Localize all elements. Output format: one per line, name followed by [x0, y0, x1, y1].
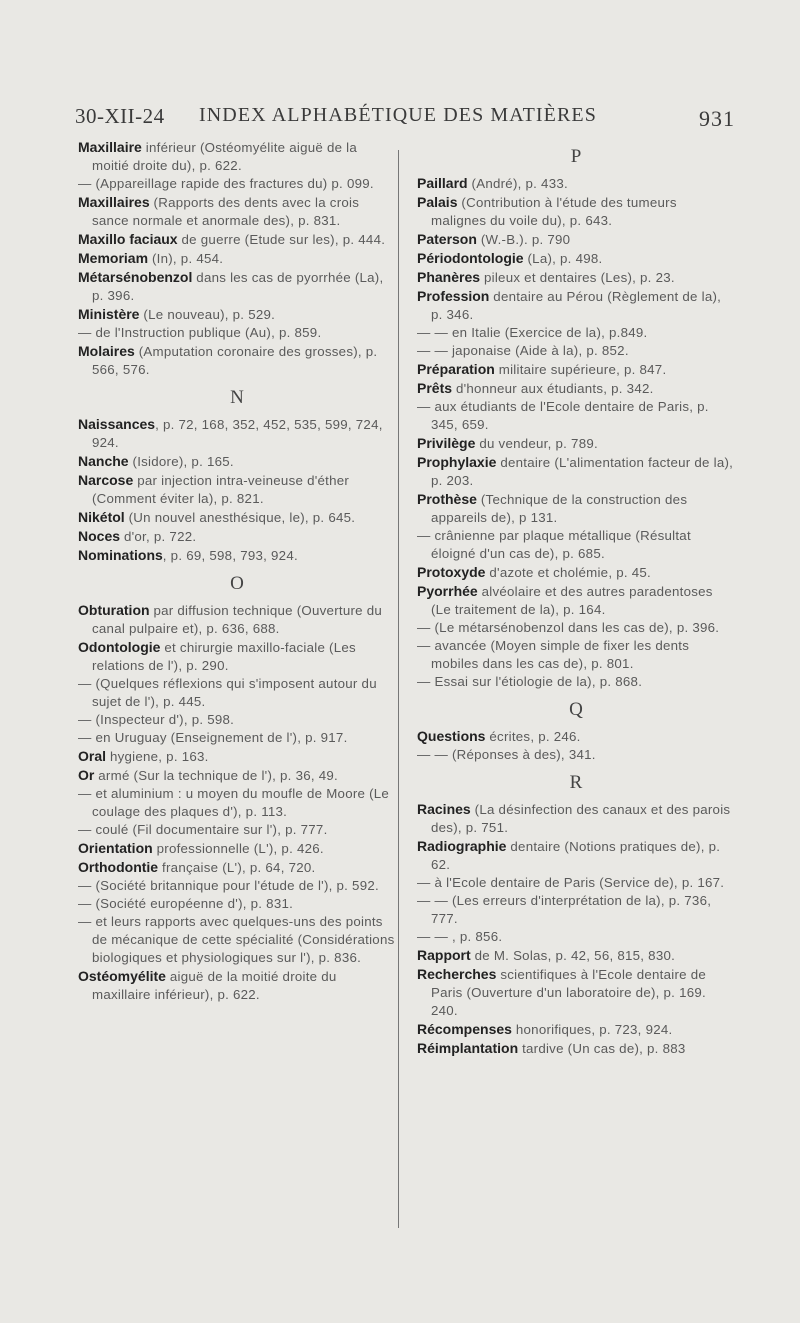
header-date: 30-XII-24 — [75, 104, 165, 128]
entry-heading: Prophylaxie — [417, 454, 497, 470]
entry-heading: Rapport — [417, 947, 471, 963]
entry-text: dentaire (L'alimentation facteur de la), p. 203. — [431, 455, 734, 488]
index-entry — [417, 1039, 735, 1058]
entry-text: (Rapports des dents avec la crois sance normale et anormale des), p. 831. — [92, 195, 360, 228]
entry-text: française (L'), p. 64, 720. — [158, 860, 316, 875]
left-column — [78, 138, 396, 1004]
entry-text: du vendeur, p. 789. — [475, 436, 598, 451]
header-title: INDEX ALPHABÉTIQUE DES MATIÈRES — [199, 104, 597, 126]
entry-text: dentaire (Notions pratiques de), p. 62. — [431, 839, 721, 872]
entry-heading: Réimplantation — [417, 1040, 519, 1056]
index-entry — [78, 268, 396, 305]
entry-text: de M. Solas, p. 42, 56, 815, 830. — [470, 948, 676, 963]
index-entry — [78, 967, 396, 1004]
index-entry — [78, 324, 396, 342]
right-column — [417, 138, 735, 1058]
entry-text: (La désinfection des canaux et des parois des), p. 751. — [431, 802, 731, 835]
page-header — [75, 104, 735, 130]
entry-text: (La), p. 498. — [523, 251, 603, 266]
index-entry — [417, 746, 735, 764]
section-letter: N — [230, 387, 244, 408]
index-entry — [78, 675, 396, 711]
entry-text: — — japonaise (Aide à la), p. 852. — [417, 343, 629, 358]
index-entry — [78, 305, 396, 324]
entry-text: — (Société britannique pour l'étude de l'), p. 592. — [78, 878, 379, 893]
entry-text: — coulé (Fil documentaire sur l'), p. 777. — [78, 822, 328, 837]
entry-heading: Profession — [417, 288, 490, 304]
column-divider — [398, 150, 399, 1228]
entry-text: dentaire au Pérou (Règlement de la), p. 346. — [431, 289, 722, 322]
page-number: 931 — [699, 106, 735, 131]
index-entry — [78, 546, 396, 565]
index-entry — [78, 452, 396, 471]
index-entry — [417, 928, 735, 946]
entry-text: — (Le métarsénobenzol dans les cas de), p. 396. — [417, 620, 720, 635]
index-entry — [417, 527, 735, 563]
entry-text: hygiene, p. 163. — [106, 749, 209, 764]
index-entry — [417, 249, 735, 268]
index-entry — [417, 490, 735, 527]
entry-heading: Recherches — [417, 966, 497, 982]
index-entry — [417, 892, 735, 928]
entry-text: — — (Réponses à des), 341. — [417, 747, 596, 762]
entry-text: armé (Sur la technique de l'), p. 36, 49. — [94, 768, 338, 783]
entry-text: — de l'Instruction publique (Au), p. 859. — [78, 325, 322, 340]
entry-text: — Essai sur l'étiologie de la), p. 868. — [417, 674, 643, 689]
index-entry — [78, 711, 396, 729]
entry-heading: Prêts — [417, 380, 453, 396]
index-entry — [417, 563, 735, 582]
index-entry — [417, 434, 735, 453]
index-entry — [78, 508, 396, 527]
index-entry — [417, 398, 735, 434]
entry-heading: Périodontologie — [417, 250, 524, 266]
entry-text: — aux étudiants de l'Ecole dentaire de Paris, p. 345, 659. — [417, 399, 709, 432]
index-entry — [78, 821, 396, 839]
entry-text: alvéolaire et des autres paradentoses (Le traitement de la), p. 164. — [431, 584, 713, 617]
entry-heading: Or — [78, 767, 95, 783]
entry-heading: Questions — [417, 728, 486, 744]
entry-text: (Le nouveau), p. 529. — [139, 307, 276, 322]
entry-text: (Technique de la construction des appareils de), p 131. — [431, 492, 688, 525]
index-entry — [417, 230, 735, 249]
entry-heading: Odontologie — [78, 639, 161, 655]
section-letter: R — [569, 772, 583, 793]
index-entry — [78, 877, 396, 895]
index-entry — [417, 727, 735, 746]
entry-text: (In), p. 454. — [148, 251, 224, 266]
entry-text: aiguë de la moitié droite du maxillaire inférieur), p. 622. — [92, 969, 337, 1002]
entry-text: — — en Italie (Exercice de la), p.849. — [417, 325, 648, 340]
entry-heading: Protoxyde — [417, 564, 486, 580]
entry-text: tardive (Un cas de), p. 883 — [518, 1041, 686, 1056]
index-entry — [417, 360, 735, 379]
index-entry — [78, 766, 396, 785]
entry-text: (W.-B.). p. 790 — [476, 232, 571, 247]
entry-text: d'or, p. 722. — [120, 529, 197, 544]
entry-text: — (Quelques réflexions qui s'imposent autour du sujet de l'), p. 445. — [78, 676, 377, 709]
entry-text: d'honneur aux étudiants, p. 342. — [452, 381, 654, 396]
entry-text: (Contribution à l'étude des tumeurs malignes du voile du), p. 643. — [431, 195, 677, 228]
entry-heading: Privilège — [417, 435, 476, 451]
entry-text: — crânienne par plaque métallique (Résultat éloigné d'un cas de), p. 685. — [417, 528, 691, 561]
entry-heading: Noces — [78, 528, 121, 544]
index-entry — [78, 895, 396, 913]
entry-heading: Pyorrhée — [417, 583, 478, 599]
index-entry — [78, 249, 396, 268]
entry-text: par diffusion technique (Ouverture du canal pulpaire et), p. 636, 688. — [92, 603, 383, 636]
entry-text: et chirurgie maxillo-faciale (Les relations de l'), p. 290. — [92, 640, 356, 673]
index-entry — [78, 638, 396, 675]
entry-heading: Paillard — [417, 175, 468, 191]
index-entry — [417, 837, 735, 874]
entry-text: , p. 72, 168, 352, 452, 535, 599, 724, 924. — [92, 417, 383, 450]
index-entry — [78, 839, 396, 858]
entry-text: — (Inspecteur d'), p. 598. — [78, 712, 235, 727]
entry-text: — — , p. 856. — [417, 929, 503, 944]
entry-text: — (Appareillage rapide des fractures du) p. 099. — [78, 176, 374, 191]
entry-text: (André), p. 433. — [467, 176, 568, 191]
entry-text: — et aluminium : u moyen du moufle de Moore (Le coulage des plaques d'), p. 113. — [78, 786, 390, 819]
index-entry — [78, 230, 396, 249]
index-entry — [417, 324, 735, 342]
entry-text: — à l'Ecole dentaire de Paris (Service de), p. 167. — [417, 875, 725, 890]
entry-heading: Nanche — [78, 453, 129, 469]
index-entry — [417, 287, 735, 324]
entry-text: inférieur (Ostéomyélite aiguë de la moitié droite du), p. 622. — [92, 140, 358, 173]
index-entry — [417, 673, 735, 691]
index-entry — [417, 193, 735, 230]
entry-text: d'azote et cholémie, p. 45. — [485, 565, 651, 580]
entry-heading: Phanères — [417, 269, 481, 285]
index-entry — [78, 747, 396, 766]
entry-text: pileux et dentaires (Les), p. 23. — [480, 270, 675, 285]
index-entry — [417, 1020, 735, 1039]
entry-text: — (Société européenne d'), p. 831. — [78, 896, 294, 911]
index-entry — [417, 582, 735, 619]
entry-text: — en Uruguay (Enseignement de l'), p. 917. — [78, 730, 348, 745]
entry-heading: Nikétol — [78, 509, 125, 525]
index-entry — [417, 379, 735, 398]
entry-heading: Narcose — [78, 472, 134, 488]
entry-text: — et leurs rapports avec quelques-uns des points de mécanique de cette spécialité (Considérations biologiques et physiologiques sur l'), p. 836. — [78, 914, 395, 965]
index-entry — [417, 174, 735, 193]
entry-heading: Maxillo faciaux — [78, 231, 178, 247]
entry-text: (Un nouvel anesthésique, le), p. 645. — [124, 510, 356, 525]
entry-heading: Racines — [417, 801, 471, 817]
index-entry — [78, 527, 396, 546]
index-entry — [417, 268, 735, 287]
entry-heading: Préparation — [417, 361, 495, 377]
index-entry — [417, 874, 735, 892]
index-entry — [78, 913, 396, 967]
entry-heading: Prothèse — [417, 491, 477, 507]
entry-text: militaire supérieure, p. 847. — [494, 362, 667, 377]
entry-heading: Récompenses — [417, 1021, 512, 1037]
section-letter: O — [230, 573, 244, 594]
entry-heading: Nominations — [78, 547, 163, 563]
entry-heading: Ostéomyélite — [78, 968, 166, 984]
entry-text: — — (Les erreurs d'interprétation de la), p. 736, 777. — [417, 893, 712, 926]
entry-heading: Molaires — [78, 343, 135, 359]
entry-text: (Amputation coronaire des grosses), p. 566, 576. — [92, 344, 378, 377]
index-entry — [417, 637, 735, 673]
index-entry — [417, 619, 735, 637]
entry-heading: Maxillaires — [78, 194, 150, 210]
entry-heading: Maxillaire — [78, 139, 142, 155]
section-letter: P — [570, 146, 582, 167]
entry-heading: Naissances — [78, 416, 156, 432]
entry-heading: Obturation — [78, 602, 150, 618]
index-entry — [417, 946, 735, 965]
index-entry — [417, 800, 735, 837]
index-entry — [78, 601, 396, 638]
entry-heading: Métarsénobenzol — [78, 269, 193, 285]
entry-heading: Memoriam — [78, 250, 149, 266]
entry-heading: Orthodontie — [78, 859, 159, 875]
entry-text: écrites, p. 246. — [485, 729, 581, 744]
entry-heading: Ministère — [78, 306, 140, 322]
index-entry — [78, 785, 396, 821]
section-letter: Q — [569, 699, 583, 720]
index-entry — [78, 342, 396, 379]
index-entry — [78, 858, 396, 877]
index-entry — [78, 415, 396, 452]
entry-heading: Oral — [78, 748, 107, 764]
entry-text: (Isidore), p. 165. — [128, 454, 234, 469]
entry-text: honorifiques, p. 723, 924. — [511, 1022, 673, 1037]
index-entry — [78, 175, 396, 193]
entry-text: de guerre (Etude sur les), p. 444. — [177, 232, 386, 247]
entry-heading: Radiographie — [417, 838, 507, 854]
index-entry — [417, 453, 735, 490]
index-entry — [417, 965, 735, 1020]
index-entry — [78, 471, 396, 508]
entry-heading: Palais — [417, 194, 458, 210]
entry-text: scientifiques à l'Ecole dentaire de Paris (Ouverture d'un laboratoire de), p. 169. 240. — [431, 967, 707, 1018]
index-entry — [78, 193, 396, 230]
entry-text: dans les cas de pyorrhée (La), p. 396. — [92, 270, 384, 303]
entry-heading: Orientation — [78, 840, 153, 856]
entry-text: par injection intra-veineuse d'éther (Comment éviter la), p. 821. — [92, 473, 350, 506]
entry-text: , p. 69, 598, 793, 924. — [162, 548, 298, 563]
entry-heading: Paterson — [417, 231, 477, 247]
index-entry — [417, 342, 735, 360]
index-entry — [78, 729, 396, 747]
index-entry — [78, 138, 396, 175]
entry-text: — avancée (Moyen simple de fixer les dents mobiles dans les cas de), p. 801. — [417, 638, 690, 671]
entry-text: professionnelle (L'), p. 426. — [152, 841, 324, 856]
